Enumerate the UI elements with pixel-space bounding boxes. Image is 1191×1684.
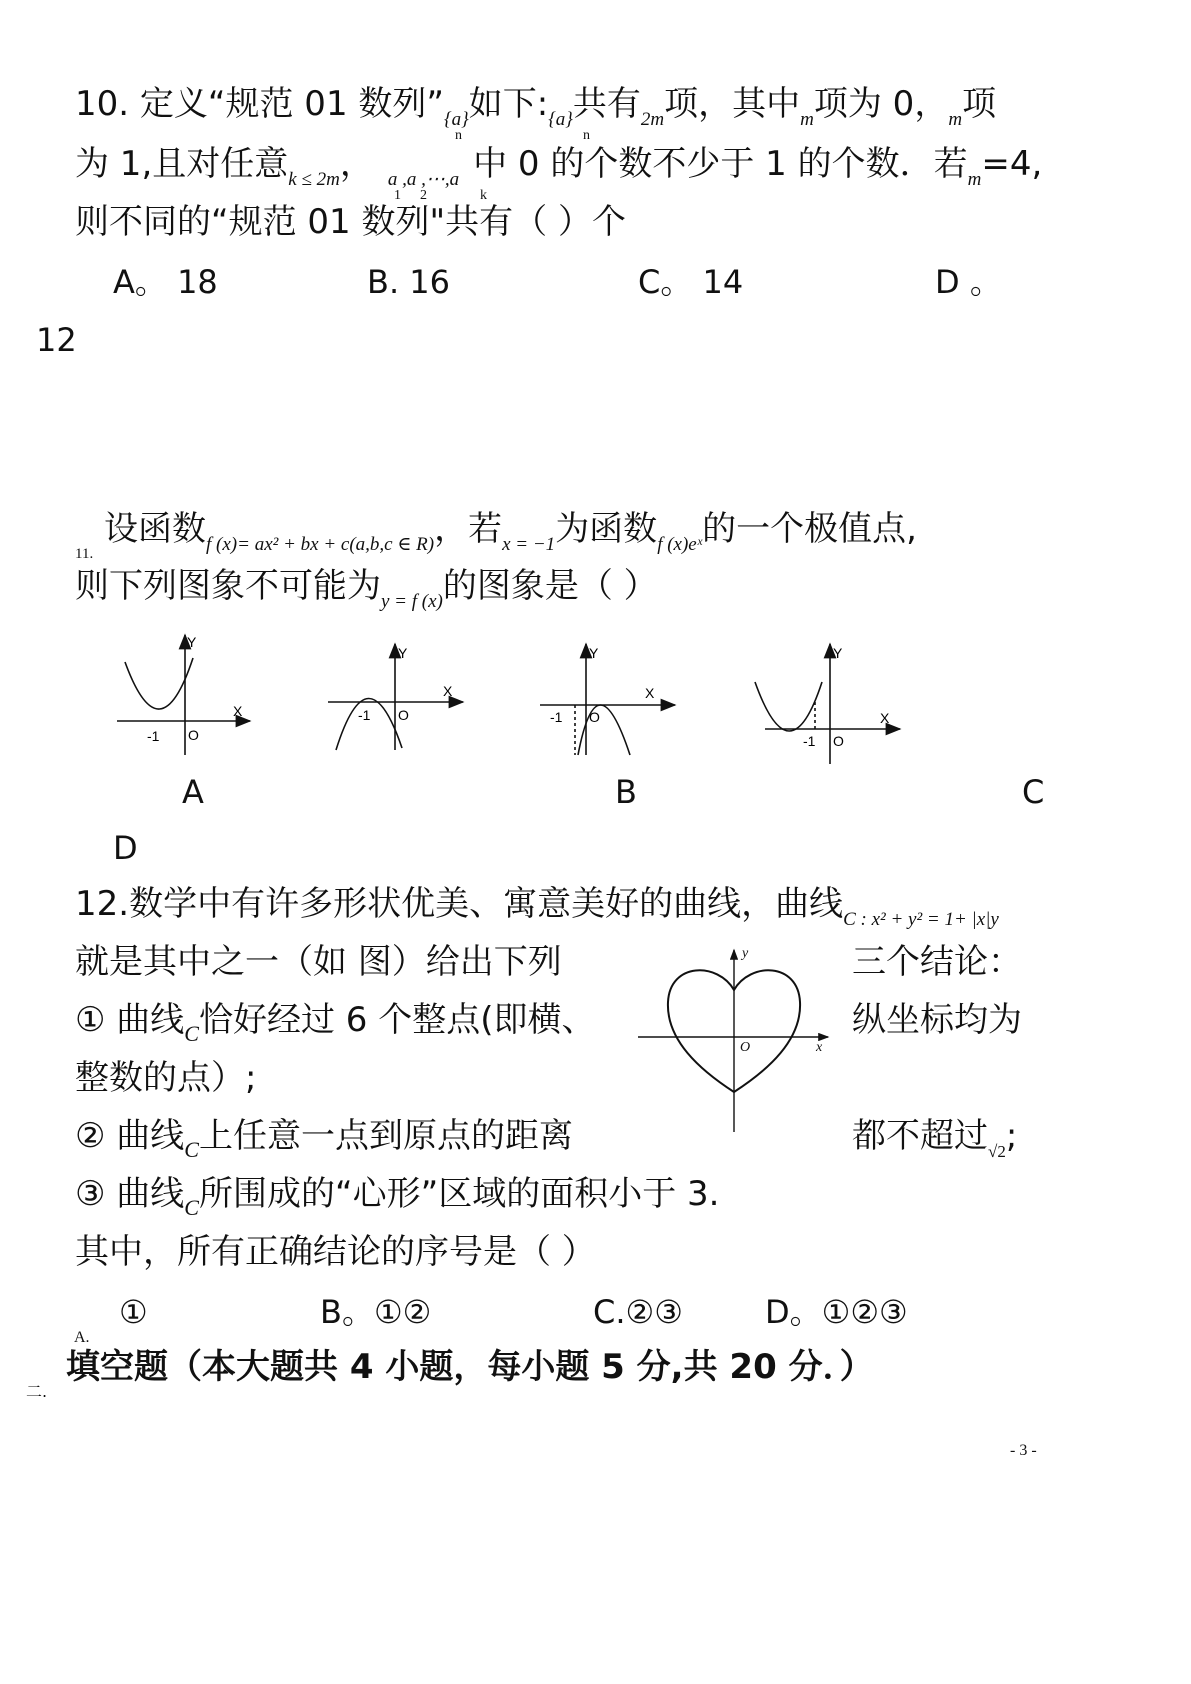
q10-text: 项为 0， bbox=[813, 84, 949, 124]
graph-a-origin: O bbox=[188, 727, 199, 743]
q11-text: 的一个极值点, bbox=[702, 509, 917, 549]
graph-a-y-label: Y bbox=[187, 634, 197, 650]
graph-b-x-label: X bbox=[443, 683, 453, 699]
q10-text: 中 0 的个数不少于 1 的个数．若 bbox=[473, 144, 968, 184]
q11-text: ，若 bbox=[434, 509, 503, 549]
heart-origin: O bbox=[740, 1040, 751, 1055]
q10-text: =4, bbox=[981, 144, 1043, 184]
math-an: {a} bbox=[548, 109, 573, 130]
q12-line-5c bbox=[852, 1114, 1017, 1164]
q12-line-1 bbox=[75, 882, 999, 932]
q12-line-3 bbox=[75, 998, 596, 1046]
graph-d-x-label: X bbox=[880, 710, 890, 726]
math-y-fx: y = f (x) bbox=[381, 591, 443, 612]
q10-option-b[interactable]: B. 16 bbox=[367, 263, 451, 301]
q12-line-3c: 纵坐标均为 bbox=[852, 1000, 1022, 1040]
q12-text: ③ 曲线 bbox=[75, 1174, 185, 1214]
math-m: m bbox=[800, 109, 814, 130]
q10-option-d[interactable]: D 。 bbox=[935, 263, 1002, 301]
math-fx: f (x)= ax² + bx + c(a,b,c ∈ R) bbox=[206, 534, 435, 555]
q11-number: 11. bbox=[75, 546, 94, 562]
math-c: C bbox=[184, 1195, 199, 1220]
q10-text: 项，其中 bbox=[664, 84, 801, 124]
math-sqrt2: √2 bbox=[988, 1142, 1006, 1161]
graph-c-origin: O bbox=[589, 709, 600, 725]
q10-text: 定义“规范 01 数列” bbox=[139, 84, 444, 124]
math-x-eq: x = −1 bbox=[502, 534, 556, 555]
graph-d-y-label: Y bbox=[833, 645, 843, 661]
q10-text: 为 1,且对任意 bbox=[75, 144, 289, 184]
q10-line-2 bbox=[75, 142, 1042, 192]
math-curve: C : x² + y² = 1+ |x|y bbox=[843, 909, 999, 930]
graph-b-y-label: Y bbox=[398, 645, 408, 661]
section-title: 填空题（本大题共 4 小题，每小题 5 分,共 20 分．） bbox=[66, 1347, 874, 1387]
q10-text: ， bbox=[339, 144, 374, 184]
q11-text: 为函数 bbox=[555, 509, 658, 549]
graph-d-minus1: -1 bbox=[803, 733, 816, 749]
q12-text: 12.数学中有许多形状优美、寓意美好的曲线，曲线 bbox=[75, 884, 844, 924]
q12-text: 都不超过 bbox=[852, 1116, 988, 1156]
q11-label-a[interactable]: A bbox=[182, 773, 204, 811]
graph-c-y-label: Y bbox=[589, 645, 599, 661]
math-seq: a ,a ,⋯,a bbox=[387, 169, 460, 190]
page-number: - 3 - bbox=[1010, 1442, 1037, 1459]
q12-line-2b: 三个结论： bbox=[852, 942, 1022, 982]
q10-option-a[interactable]: A。 18 bbox=[113, 263, 218, 301]
math-k-cond: k ≤ 2m bbox=[288, 169, 340, 190]
q12-option-b[interactable]: B。①② bbox=[320, 1293, 432, 1331]
q12-line-4: 整数的点）; bbox=[75, 1058, 257, 1098]
graph-c bbox=[540, 644, 675, 755]
q12-option-d[interactable]: D。①②③ bbox=[765, 1293, 908, 1331]
sub-k: k bbox=[480, 188, 487, 203]
math-m: m bbox=[967, 169, 982, 190]
q12-text: ; bbox=[1005, 1116, 1018, 1156]
graph-a bbox=[117, 635, 250, 755]
q12-option-a[interactable]: ① bbox=[119, 1293, 148, 1331]
graph-a-x-label: X bbox=[233, 703, 243, 719]
q12-option-a-letter: A. bbox=[74, 1329, 90, 1346]
graph-d bbox=[755, 644, 900, 764]
q10-number: 10. bbox=[75, 84, 130, 124]
q10-text: 共有 bbox=[572, 84, 641, 124]
sub-2: 2 bbox=[420, 188, 427, 203]
math-an: {a} bbox=[444, 109, 469, 130]
q12-line-2a: 就是其中之一（如 图）给出下列 bbox=[75, 942, 562, 982]
q10-text: 项 bbox=[962, 84, 997, 124]
q12-line-6 bbox=[75, 1172, 719, 1220]
q11-line-1 bbox=[75, 507, 917, 562]
sub-n: n bbox=[455, 128, 462, 143]
sub-1: 1 bbox=[394, 188, 401, 203]
q12-text: ① 曲线 bbox=[75, 1000, 185, 1040]
q11-line-2 bbox=[75, 564, 658, 614]
q12-line-7: 其中，所有正确结论的序号是（ ） bbox=[75, 1232, 596, 1272]
sub-n: n bbox=[583, 128, 590, 143]
q11-label-b[interactable]: B bbox=[615, 773, 637, 811]
q12-text: 上任意一点到原点的距离 bbox=[198, 1116, 573, 1156]
q10-option-c[interactable]: C。 14 bbox=[638, 263, 744, 301]
graph-b-origin: O bbox=[398, 707, 409, 723]
q11-text: 设函数 bbox=[104, 509, 207, 549]
q11-text: 的图象是（ ） bbox=[442, 566, 658, 606]
q11-text: 则下列图象不可能为 bbox=[75, 566, 381, 606]
graph-c-x-label: X bbox=[645, 685, 655, 701]
graph-d-origin: O bbox=[833, 733, 844, 749]
q12-line-5 bbox=[75, 1114, 573, 1162]
q12-text: 所围成的“心形”区域的面积小于 3. bbox=[198, 1174, 720, 1214]
q11-label-d[interactable]: D bbox=[113, 829, 138, 867]
section-number: 二. bbox=[26, 1382, 48, 1401]
math-2m: 2m bbox=[640, 109, 665, 130]
q10-line-3: 则不同的“规范 01 数列"共有（ ）个 bbox=[75, 202, 626, 242]
q11-label-c[interactable]: C bbox=[1022, 773, 1045, 811]
graph-c-minus1: -1 bbox=[550, 709, 563, 725]
graph-b-minus1: -1 bbox=[358, 707, 371, 723]
q12-text: 恰好经过 6 个整点(即横、 bbox=[198, 1000, 596, 1040]
graph-a-minus1: -1 bbox=[147, 728, 160, 744]
q11-graphs bbox=[0, 630, 1191, 800]
math-c: C bbox=[184, 1137, 199, 1162]
q10-line-1 bbox=[75, 82, 996, 132]
math-fx-ex: f (x)eˣ bbox=[657, 534, 703, 555]
heart-x-label: x bbox=[816, 1040, 823, 1055]
math-m: m bbox=[948, 109, 963, 130]
q10-text: 如下: bbox=[468, 84, 549, 124]
q10-option-d-value: 12 bbox=[36, 321, 77, 359]
q12-option-c[interactable]: C.②③ bbox=[593, 1293, 683, 1331]
heart-y-label: y bbox=[742, 946, 749, 961]
q12-text: ② 曲线 bbox=[75, 1116, 185, 1156]
math-c: C bbox=[184, 1021, 199, 1046]
